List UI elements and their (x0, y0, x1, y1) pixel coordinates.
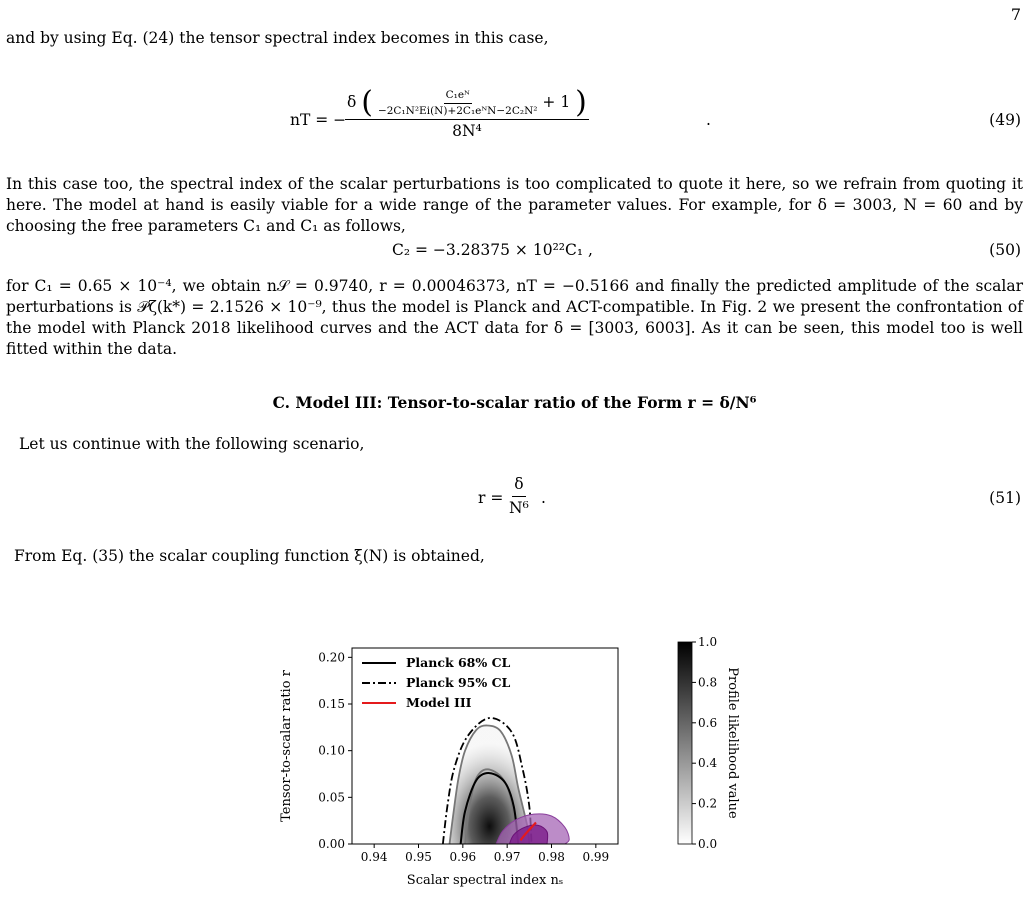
eq50-number: (50) (989, 241, 1021, 259)
eq49-delta: δ (347, 93, 357, 111)
eq49-plus-one: + 1 (542, 93, 571, 111)
colorbar-tick-label: 0.8 (698, 675, 718, 690)
paragraph-scalar-index: In this case too, the spectral index of the scalar perturbations is too complicated to quote it here, so we refrain from quoting it here. The model at hand is easily viable for a wide range of the parameter values. For example, for δ = 3003, N = 60 and by choosing the free parameters C₁ and C₁ as follows, (6, 175, 1023, 235)
x-axis-ticks (361, 844, 609, 864)
x-tick-label: 0.97 (493, 850, 521, 864)
y-axis-label: Tensor-to-scalar ratio r (279, 670, 294, 822)
legend-label: Model III (406, 695, 472, 710)
y-tick-label: 0.00 (318, 837, 345, 851)
eq49-number: (49) (989, 111, 1021, 129)
equation-51 (0, 474, 1029, 526)
eq50-body: C₂ = −3.28375 × 10²²C₁ , (392, 241, 593, 259)
x-tick-label: 0.98 (538, 850, 565, 864)
eq49-tail: . (706, 111, 711, 129)
page-number: 7 (1010, 5, 1021, 24)
colorbar-tick-label: 0.4 (698, 756, 718, 771)
colorbar-tick-label: 0.0 (698, 837, 718, 851)
eq51-num: δ (512, 474, 525, 497)
y-tick-label: 0.15 (318, 697, 345, 711)
y-axis-ticks (318, 650, 352, 851)
eq51-den: N⁶ (509, 499, 529, 517)
eq49-lhs: nT = − (290, 111, 347, 129)
paragraph-coupling: From Eq. (35) the scalar coupling function ξ(N) is obtained, (14, 547, 485, 565)
x-axis-label: Scalar spectral index nₛ (406, 873, 564, 888)
eq49-inner-fraction (378, 89, 538, 118)
legend-label: Planck 95% CL (406, 675, 511, 690)
y-tick-label: 0.05 (318, 790, 345, 805)
x-tick-label: 0.96 (449, 850, 477, 864)
x-tick-label: 0.99 (582, 850, 610, 864)
y-tick-label: 0.20 (318, 650, 345, 665)
likelihood-figure (270, 630, 740, 920)
section-heading: C. Model III: Tensor-to-scalar ratio of the Form r = δ/N⁶ (272, 393, 757, 412)
eq49-outer-fraction: δ ( $\frac{\text{C₁eᴺ}}{\text{−2C₁N²Ei(N)+2C₁eᴺN−2C₂N²}}$ + 1 ) 8N⁴ (347, 85, 587, 140)
eq51-tail: . (541, 489, 546, 507)
paragraph-intro: and by using Eq. (24) the tensor spectral index becomes in this case, (6, 29, 549, 47)
x-tick-label: 0.94 (360, 850, 388, 864)
eq51-number: (51) (989, 489, 1021, 507)
paragraph-results: for C₁ = 0.65 × 10⁻⁴, we obtain n𝒮 = 0.9740, r = 0.00046373, nT = −0.5166 and finally the predicted amplitude of the scalar perturbations is 𝒫ζ(k*) = 2.1526 × 10⁻⁹, thus the model is Planck and ACT-compatible. In Fig. 2 we present the confrontation of the model with Planck 2018 likelihood curves and the ACT data for δ = [3003, 6003]. As it can be seen, this model too is well fitted within the data. (6, 277, 1023, 358)
colorbar-ticks (692, 635, 717, 851)
x-tick-label: 0.95 (405, 850, 432, 864)
paragraph-scenario: Let us continue with the following scenario, (19, 435, 365, 453)
colorbar-label: Profile likelihood value (725, 667, 740, 819)
eq49-inner-num: C₁eᴺ (444, 89, 472, 104)
equation-49 (0, 85, 1029, 160)
colorbar-tick-label: 0.6 (698, 715, 718, 730)
y-tick-label: 0.10 (318, 743, 345, 758)
eq51-fraction (509, 474, 529, 519)
colorbar-tick-label: 1.0 (698, 635, 718, 649)
eq49-inner-den: −2C₁N²Ei(N)+2C₁eᴺN−2C₂N² (377, 104, 538, 117)
colorbar (678, 642, 692, 844)
legend-label: Planck 68% CL (406, 655, 511, 670)
eq51-lhs: r = (478, 489, 504, 507)
colorbar-tick-label: 0.2 (698, 796, 718, 811)
eq49-outer-den: 8N⁴ (452, 122, 482, 140)
